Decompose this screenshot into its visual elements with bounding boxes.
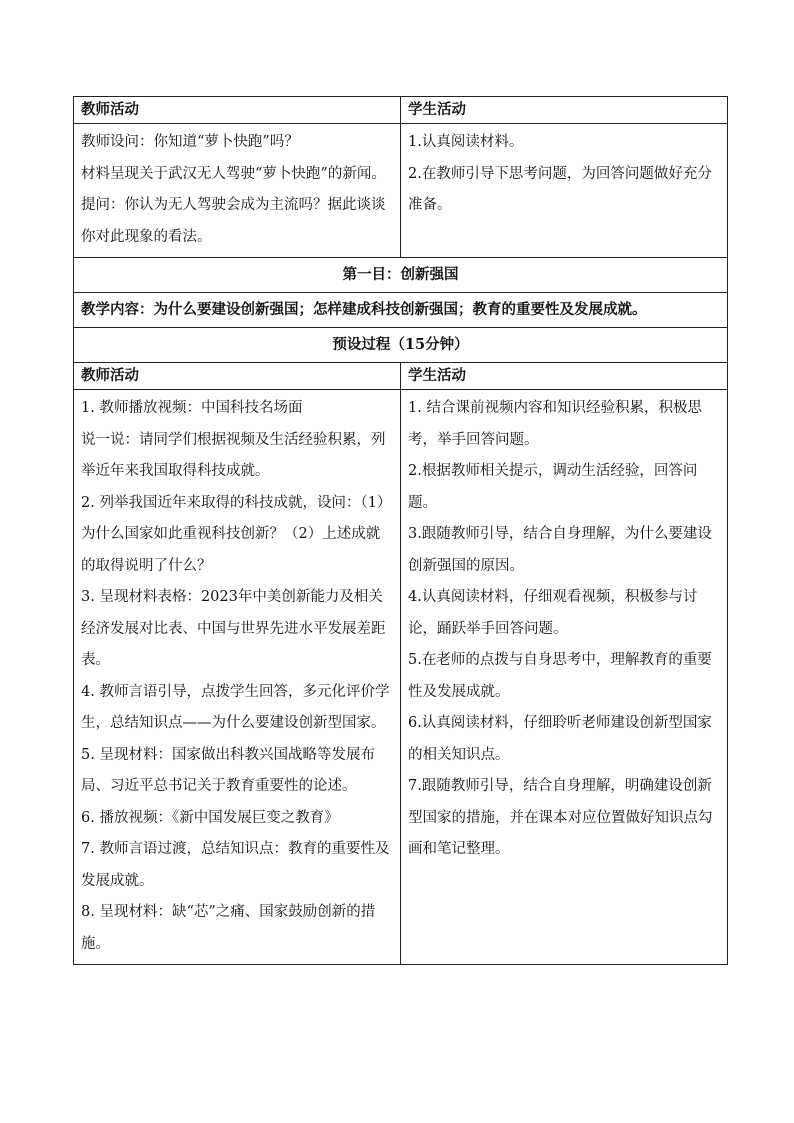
lesson-plan-table [73, 96, 728, 965]
process-student-line: 3.跟随教师引导，结合自身理解，为什么要建设创新强国的原因。 [408, 526, 712, 574]
section-title-row [74, 258, 728, 293]
process-student-cell [401, 390, 728, 965]
intro-content-row [74, 124, 728, 258]
process-teacher-line: 1. 教师播放视频：中国科技名场面 [81, 400, 303, 416]
header-teacher-activity: 教师活动 [74, 97, 401, 124]
process-teacher-line: 7. 教师言语过渡，总结知识点：教育的重要性及发展成就。 [81, 841, 390, 889]
process-student-line: 2.根据教师相关提示，调动生活经验，回答问题。 [408, 463, 698, 511]
process-content-row [74, 390, 728, 965]
section-title: 第一目：创新强国 [74, 258, 728, 293]
process-teacher-cell [74, 390, 401, 965]
process-student-line: 5.在老师的点拨与自身思考中，理解教育的重要性及发展成就。 [408, 652, 712, 700]
process-teacher-line: 3. 呈现材料表格：2023年中美创新能力及相关经济发展对比表、中国与世界先进水平发展差距表。 [81, 589, 386, 668]
process-teacher-line: 5. 呈现材料：国家做出科教兴国战略等发展布局、习近平总书记关于教育重要性的论述。 [81, 746, 375, 794]
process-student-line: 7.跟随教师引导，结合自身理解，明确建设创新型国家的措施，并在课本对应位置做好知识点勾画和笔记整理。 [408, 778, 713, 857]
process-student-line: 4.认真阅读材料，仔细观看视频，积极参与讨论，踊跃举手回答问题。 [408, 589, 698, 637]
process-teacher-line: 2. 列举我国近年来取得的科技成就，设问：（1）为什么国家如此重视科技创新？（2）上述成就的取得说明了什么？ [81, 494, 392, 574]
intro-teacher-cell [74, 124, 401, 258]
process-student-line: 1. 结合课前视频内容和知识经验积累，积极思考，举手回答问题。 [408, 400, 702, 448]
header-student-activity: 学生活动 [401, 363, 728, 390]
intro-header-row [74, 97, 728, 124]
teaching-content: 教学内容：为什么要建设创新强国；怎样建成科技创新强国；教育的重要性及发展成就。 [74, 293, 728, 328]
intro-teacher-line: 材料呈现关于武汉无人驾驶“萝卜快跑”的新闻。 [81, 165, 386, 182]
process-student-line: 6.认真阅读材料，仔细聆听老师建设创新型国家的相关知识点。 [408, 715, 712, 763]
header-student-activity: 学生活动 [401, 97, 728, 124]
process-teacher-line: 4. 教师言语引导，点拨学生回答，多元化评价学生，总结知识点——为什么要建设创新型国家。 [81, 683, 390, 731]
teaching-content-row [74, 293, 728, 328]
process-title: 预设过程（15分钟） [74, 328, 728, 363]
process-teacher-line: 8. 呈现材料：缺“芯”之痛、国家鼓励创新的措施。 [81, 904, 376, 952]
process-header-row [74, 363, 728, 390]
process-title-row [74, 328, 728, 363]
intro-student-cell [401, 124, 728, 258]
intro-teacher-line: 教师设问：你知道“萝卜快跑”吗？ [81, 134, 299, 150]
process-teacher-line: 6. 播放视频：《新中国发展巨变之教育》 [81, 809, 339, 826]
intro-student-line: 1.认真阅读材料。 [408, 134, 524, 150]
intro-teacher-line: 提问：你认为无人驾驶会成为主流吗？据此谈谈你对此现象的看法。 [81, 197, 386, 245]
intro-student-line: 2.在教师引导下思考问题，为回答问题做好充分准备。 [408, 165, 712, 213]
process-teacher-line: 说一说：请同学们根据视频及生活经验积累，列举近年来我国取得科技成就。 [81, 431, 386, 479]
header-teacher-activity: 教师活动 [74, 363, 401, 390]
